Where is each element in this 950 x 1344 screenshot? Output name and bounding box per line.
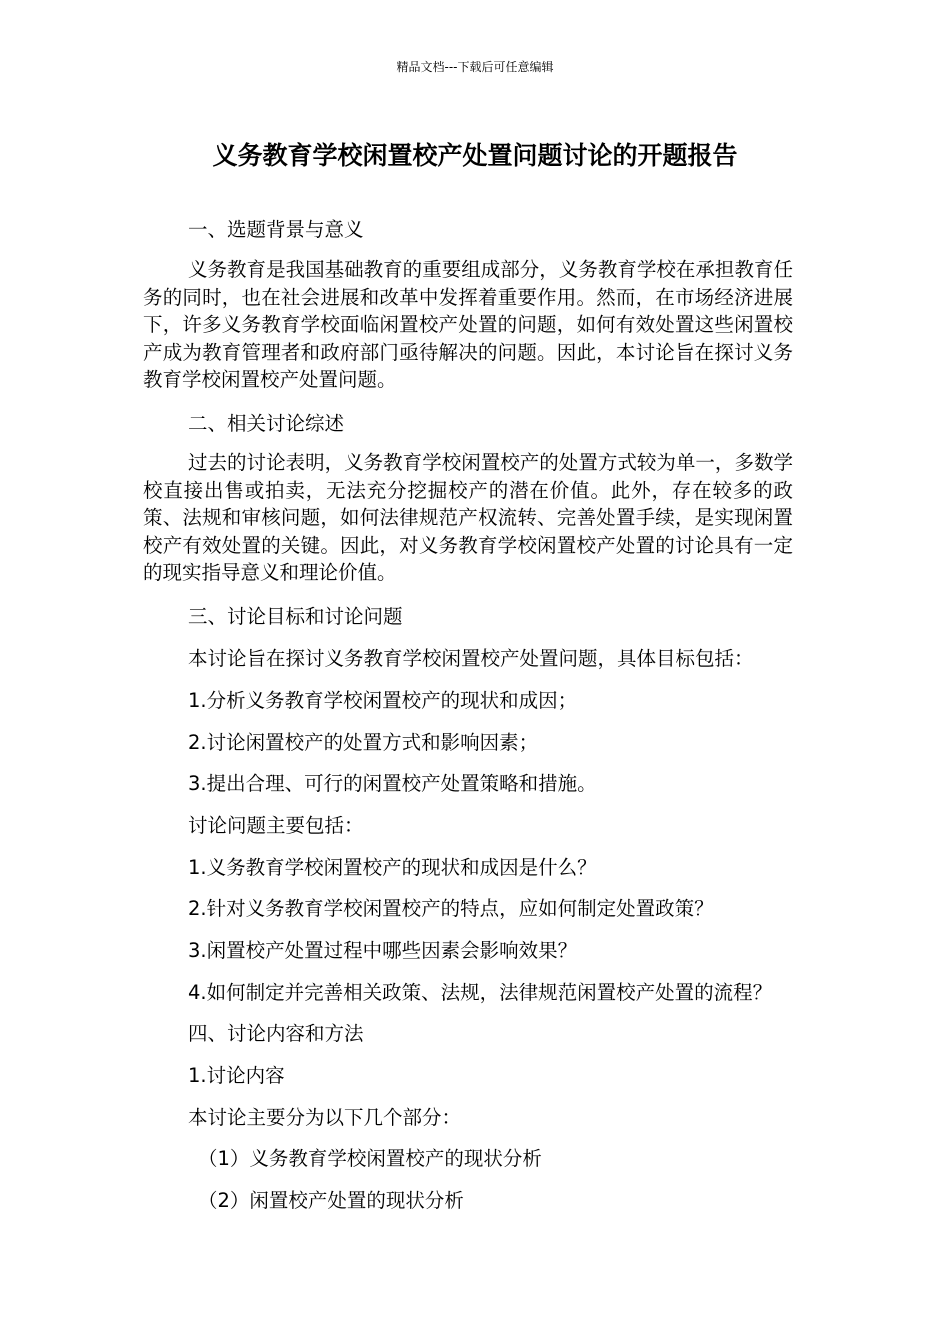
list-item: 1.义务教育学校闲置校产的现状和成因是什么？ bbox=[188, 856, 597, 879]
document-title: 义务教育学校闲置校产处置问题讨论的开题报告 bbox=[212, 141, 738, 170]
section-heading: 二、相关讨论综述 bbox=[188, 412, 345, 435]
list-item: （2）闲置校产处置的现状分析 bbox=[198, 1189, 464, 1212]
section-heading: 三、讨论目标和讨论问题 bbox=[188, 605, 403, 628]
page-header: 精品文档---下载后可任意编辑 bbox=[396, 60, 554, 74]
list-item: 1.分析义务教育学校闲置校产的现状和成因； bbox=[188, 689, 578, 712]
paragraph: 讨论问题主要包括： bbox=[188, 814, 364, 837]
section-heading: 一、选题背景与意义 bbox=[188, 218, 364, 241]
list-item: 2.讨论闲置校产的处置方式和影响因素； bbox=[188, 731, 539, 754]
list-item: （1）义务教育学校闲置校产的现状分析 bbox=[198, 1147, 542, 1170]
paragraph: 过去的讨论表明，义务教育学校闲置校产的处置方式较为单一，多数学校直接出售或拍卖，无法充分挖掘校产的潜在价值。此外，存在较多的政策、法规和审核问题，如何法律规范产权流转、完善处置手续，是实现闲置校产有效处置的关键。因此，对义务教育学校闲置校产处置的讨论具有一定的现实指导意义和理论价值。 bbox=[143, 451, 793, 584]
list-item: 2.针对义务教育学校闲置校产的特点，应如何制定处置政策？ bbox=[188, 897, 714, 920]
section-heading: 四、讨论内容和方法 bbox=[188, 1022, 364, 1045]
list-item: 4.如何制定并完善相关政策、法规，法律规范闲置校产处置的流程？ bbox=[188, 981, 773, 1004]
list-item: 3.闲置校产处置过程中哪些因素会影响效果？ bbox=[188, 939, 578, 962]
list-item: 3.提出合理、可行的闲置校产处置策略和措施。 bbox=[188, 772, 597, 795]
paragraph: 本讨论旨在探讨义务教育学校闲置校产处置问题，具体目标包括： bbox=[188, 647, 754, 670]
subsection-heading: 1.讨论内容 bbox=[188, 1064, 285, 1087]
paragraph: 本讨论主要分为以下几个部分： bbox=[188, 1106, 462, 1129]
paragraph: 义务教育是我国基础教育的重要组成部分，义务教育学校在承担教育任务的同时，也在社会进展和改革中发挥着重要作用。然而，在市场经济进展下，许多义务教育学校面临闲置校产处置的问题，如何有效处置这些闲置校产成为教育管理者和政府部门亟待解决的问题。因此，本讨论旨在探讨义务教育学校闲置校产处置问题。 bbox=[143, 258, 793, 391]
